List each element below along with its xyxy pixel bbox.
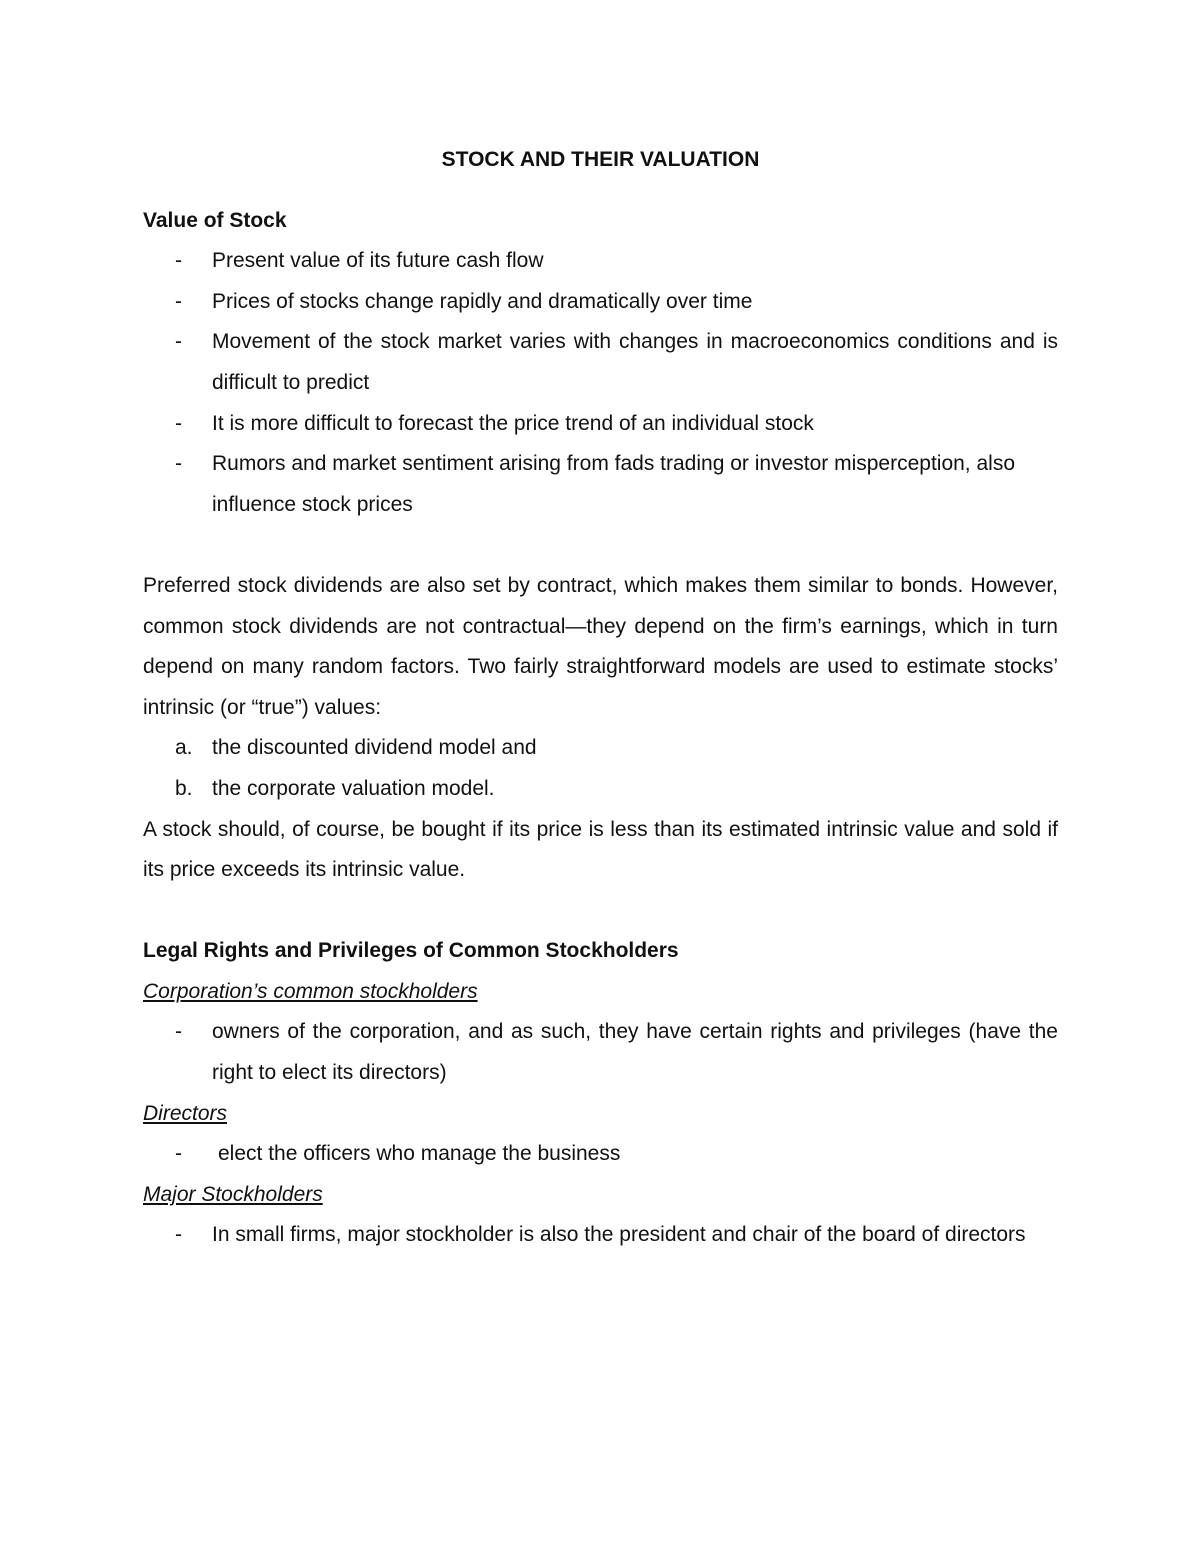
- list-item-text: owners of the corporation, and as such, they have certain rights and privileges (have the right to elect its directors): [212, 1020, 1058, 1085]
- list-item: [143, 404, 1058, 445]
- alpha-marker: b.: [175, 776, 193, 800]
- list-item-text: Prices of stocks change rapidly and dramatically over time: [212, 289, 753, 313]
- dash-marker: -: [175, 411, 182, 435]
- list-item: [143, 1134, 1058, 1175]
- list-item: [143, 1012, 1058, 1093]
- value-of-stock-list: [143, 241, 1058, 525]
- directors-list: [143, 1134, 1058, 1175]
- dash-marker: -: [175, 1223, 182, 1247]
- common-stockholders-list: [143, 1012, 1058, 1093]
- list-item: [143, 769, 1058, 810]
- dash-marker: -: [175, 249, 182, 273]
- subheading-directors: Directors: [143, 1101, 228, 1125]
- list-item: [143, 241, 1058, 282]
- list-item-text: Present value of its future cash flow: [212, 249, 544, 273]
- list-item-text: In small firms, major stockholder is also the president and chair of the board of directors: [212, 1223, 1026, 1247]
- paragraph-buy-sell: A stock should, of course, be bought if its price is less than its estimated intrinsic value and sold if its price exceeds its intrinsic value.: [143, 817, 1058, 882]
- dash-marker: -: [175, 289, 182, 313]
- list-item-text: Movement of the stock market varies with changes in macroeconomics conditions and is difficult to predict: [212, 330, 1058, 394]
- section-heading-value-of-stock: Value of Stock: [143, 208, 287, 232]
- spacer: [143, 181, 1058, 201]
- models-list: [143, 728, 1058, 809]
- list-item: [143, 1215, 1058, 1256]
- dash-marker: -: [175, 452, 182, 476]
- list-item-text: elect the officers who manage the business: [218, 1142, 621, 1166]
- list-item-text: It is more difficult to forecast the price trend of an individual stock: [212, 411, 814, 435]
- dash-marker: -: [175, 330, 182, 354]
- dash-marker: -: [175, 1020, 182, 1044]
- list-item: [143, 322, 1058, 403]
- list-item-text: Rumors and market sentiment arising from fads trading or investor misperception, also influence stock prices: [212, 452, 1016, 516]
- spacer: [143, 891, 1058, 932]
- document-body: [143, 140, 1058, 1256]
- subheading-common-stockholders: Corporation’s common stockholders: [143, 979, 478, 1003]
- list-item: [143, 282, 1058, 323]
- section-heading-legal-rights: Legal Rights and Privileges of Common Stockholders: [143, 939, 679, 963]
- dash-marker: -: [175, 1142, 182, 1166]
- document-title: STOCK AND THEIR VALUATION: [441, 148, 760, 171]
- paragraph-preferred-stock: Preferred stock dividends are also set by contract, which makes them similar to bonds. However, common stock dividends are not contractual—they depend on the firm’s earnings, which in turn depend on many random factors. Two fairly straightforward models are used to estimate stocks’ intrinsic (or “true”) values:: [143, 573, 1058, 719]
- list-item-text: the corporate valuation model.: [212, 776, 495, 800]
- list-item-text: the discounted dividend model and: [212, 736, 537, 760]
- list-item: [143, 444, 1058, 525]
- alpha-marker: a.: [175, 736, 193, 760]
- subheading-major-stockholders: Major Stockholders: [143, 1182, 323, 1206]
- list-item: [143, 728, 1058, 769]
- spacer: [143, 525, 1058, 566]
- major-stockholders-list: [143, 1215, 1058, 1256]
